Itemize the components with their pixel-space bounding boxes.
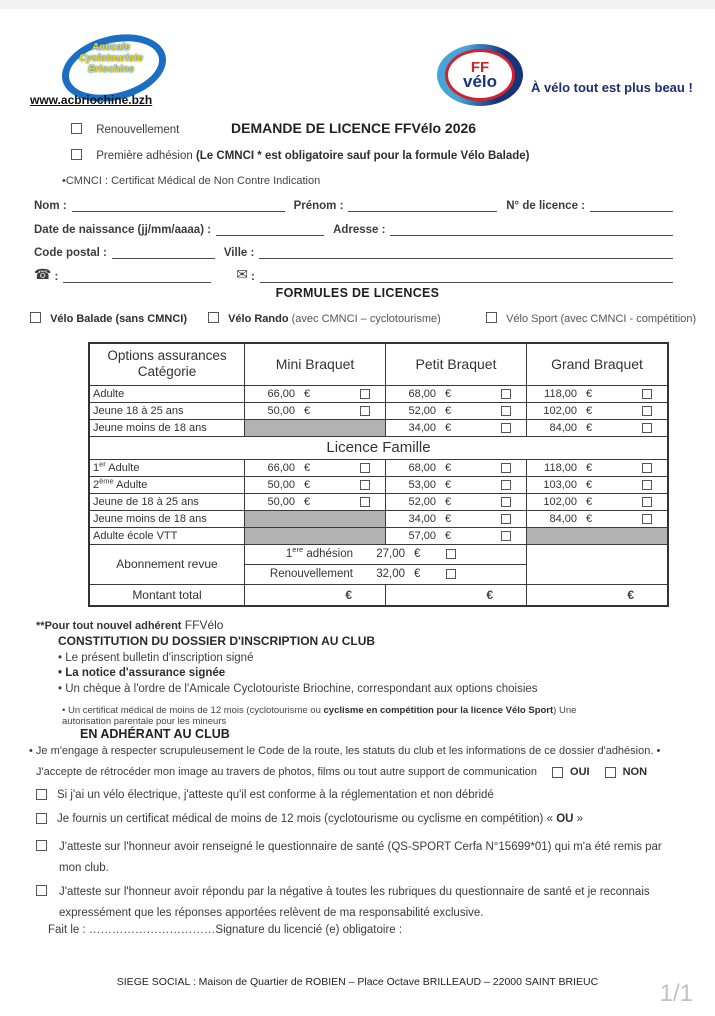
header-mini-braquet: Mini Braquet — [245, 343, 386, 385]
euro-sign: € — [345, 587, 352, 602]
price-value: 118,00 — [544, 387, 577, 400]
row-label: Jeune 18 à 25 ans — [89, 402, 245, 419]
phone-field[interactable] — [63, 269, 211, 283]
unavailable-cell — [527, 527, 669, 544]
adresse-label: Adresse : — [333, 224, 386, 236]
euro-sign: € — [586, 387, 593, 400]
row-label: Adulte — [89, 385, 245, 402]
euro-sign: € — [414, 568, 421, 580]
header-options-assurances: Options assurances — [107, 348, 227, 364]
engagement-code-route: • Je m'engage à respecter scrupuleusement le Code de la route, les statuts du club et les informations de ce dossier d'adhésion. • — [29, 745, 661, 757]
euro-sign: € — [445, 421, 452, 434]
ffvelo-logo-inner — [445, 49, 515, 101]
price-checkbox[interactable] — [501, 423, 511, 433]
abonnement-row — [89, 544, 668, 564]
row-label: Jeune moins de 18 ans — [89, 419, 245, 436]
ffvelo-logo-velo: vélo — [462, 72, 498, 91]
nom-field[interactable] — [72, 198, 285, 212]
formule-velo-sport — [486, 312, 696, 325]
unavailable-cell — [245, 527, 386, 544]
phone-icon: ☎ — [34, 266, 52, 282]
table-row — [89, 459, 668, 476]
certificat-medical-text: Je fournis un certificat médical de moins de 12 mois (cyclotourisme ou cyclisme en compétition) « OU » — [57, 813, 584, 825]
row-label: Jeune moins de 18 ans — [89, 510, 245, 527]
table-row — [89, 419, 668, 436]
euro-sign: € — [304, 495, 311, 508]
ville-field[interactable] — [259, 245, 673, 259]
premiere-adhesion-note: (Le CMNCI * est obligatoire sauf pour la formule Vélo Balade) — [195, 150, 530, 162]
price-value: 34,00 — [408, 421, 436, 434]
email-icon: ✉ — [236, 266, 249, 282]
postal-city-row — [34, 245, 673, 259]
euro-sign: € — [304, 478, 311, 491]
atteste-negative-text: J'atteste sur l'honneur avoir répondu par la négative à toutes les rubriques du questionnaire de santé et je reconnais expressément que les réponses apportées relèvent de ma responsabilité exclusive. — [59, 886, 650, 919]
price-cell — [245, 476, 386, 493]
price-checkbox[interactable] — [501, 406, 511, 416]
price-cell — [527, 385, 669, 402]
prenom-field[interactable] — [348, 198, 497, 212]
euro-sign: € — [304, 387, 311, 400]
euro-sign: € — [414, 548, 421, 560]
premiere-adhesion-checkbox[interactable] — [71, 149, 82, 160]
price-value: 84,00 — [549, 421, 577, 434]
birth-address-row — [34, 222, 673, 236]
price-value: 102,00 — [543, 495, 577, 508]
price-checkbox[interactable] — [501, 389, 511, 399]
price-value: 52,00 — [408, 404, 436, 417]
nouvel-adherent-note — [36, 618, 223, 632]
email-field[interactable] — [260, 269, 673, 283]
price-cell — [527, 476, 669, 493]
cmnci-definition-text: CMNCI : Certificat Médical de Non Contre Indication — [65, 175, 321, 187]
email-colon: : — [251, 271, 255, 283]
constitution-title: CONSTITUTION DU DOSSIER D'INSCRIPTION AU CLUB — [58, 634, 376, 648]
certificat-bold: cyclisme en compétition pour la licence Vélo Sport — [323, 705, 554, 716]
price-checkbox[interactable] — [642, 406, 652, 416]
euro-sign: € — [445, 387, 452, 400]
price-value: 34,00 — [408, 512, 436, 525]
table-row — [89, 527, 668, 544]
euro-sign: € — [586, 461, 593, 474]
total-grand-cell[interactable] — [527, 584, 669, 606]
prenom-label: Prénom : — [293, 200, 344, 212]
header-petit-braquet: Petit Braquet — [386, 343, 527, 385]
ffvelo-slogan: À vélo tout est plus beau ! — [531, 80, 693, 95]
premiere-adhesion-label: Première adhésion — [96, 150, 196, 162]
bullet-icon: • — [62, 705, 66, 716]
euro-sign: € — [586, 512, 593, 525]
atteste-questionnaire-checkbox[interactable] — [36, 840, 47, 851]
euro-sign: € — [445, 512, 452, 525]
price-cell — [386, 459, 527, 476]
velo-electrique-checkbox[interactable] — [36, 789, 47, 800]
club-logo-line1: Amicale — [91, 42, 131, 53]
oui-checkbox[interactable] — [552, 767, 563, 778]
velo-electrique-text: Si j'ai un vélo électrique, j'atteste qu'il est conforme à la réglementation et non débridé — [57, 789, 494, 801]
renouvellement-row — [71, 123, 179, 136]
renouvellement-checkbox[interactable] — [71, 123, 82, 134]
table-row — [89, 493, 668, 510]
euro-sign: € — [586, 404, 593, 417]
price-cell — [245, 493, 386, 510]
signature-label: Signature du licencié (e) obligatoire : — [215, 924, 403, 936]
non-checkbox[interactable] — [605, 767, 616, 778]
header-categorie — [89, 343, 245, 385]
ville-label: Ville : — [223, 247, 255, 259]
ffvelo-logo-ff: FF — [470, 59, 490, 76]
price-checkbox[interactable] — [446, 549, 456, 559]
name-row — [34, 198, 673, 212]
price-value: 32,00 — [376, 568, 405, 580]
price-cell — [386, 527, 527, 544]
header-grand-braquet: Grand Braquet — [527, 343, 669, 385]
price-value: 50,00 — [267, 478, 295, 491]
price-checkbox[interactable] — [360, 406, 370, 416]
price-cell — [386, 493, 527, 510]
euro-sign: € — [486, 587, 493, 602]
abonnement-renouvellement-cell — [245, 564, 527, 584]
dossier-item-bulletin: • Le présent bulletin d'inscription signé — [58, 652, 254, 664]
club-logo-text — [69, 42, 153, 75]
euro-sign: € — [445, 529, 452, 542]
total-row — [89, 584, 668, 606]
price-checkbox[interactable] — [642, 463, 652, 473]
price-checkbox[interactable] — [642, 497, 652, 507]
euro-sign: € — [445, 461, 452, 474]
bullet-icon: • — [62, 175, 66, 187]
euro-sign: € — [304, 461, 311, 474]
price-value: 84,00 — [549, 512, 577, 525]
table-row — [89, 510, 668, 527]
naissance-label: Date de naissance (jj/mm/aaaa) : — [34, 224, 212, 236]
premiere-adhesion-row — [71, 149, 530, 162]
signature-row — [48, 924, 402, 936]
price-value: 50,00 — [267, 404, 295, 417]
total-petit-cell[interactable] — [386, 584, 527, 606]
euro-sign: € — [627, 587, 634, 602]
siege-social-footer: SIEGE SOCIAL : Maison de Quartier de ROBIEN – Place Octave BRILLEAUD – 22000 SAINT BRIEUC — [116, 976, 599, 988]
price-checkbox[interactable] — [501, 514, 511, 524]
price-value: 68,00 — [408, 387, 436, 400]
image-rights-row — [36, 766, 647, 778]
page-title: DEMANDE DE LICENCE FFVélo 2026 — [231, 120, 477, 136]
ffvelo-logo — [437, 44, 523, 106]
euro-sign: € — [586, 495, 593, 508]
certificat-medical-checkbox[interactable] — [36, 813, 47, 824]
table-header-row — [89, 343, 668, 385]
euro-sign: € — [586, 478, 593, 491]
atteste-negative-checkbox[interactable] — [36, 885, 47, 896]
club-logo-line2: Cyclotouriste — [79, 53, 143, 64]
formule-velo-balade — [30, 312, 187, 325]
price-cell — [386, 402, 527, 419]
club-logo-line3: Briochine — [87, 64, 135, 75]
price-value: 52,00 — [408, 495, 436, 508]
bullet-icon: • — [58, 667, 63, 679]
price-cell — [527, 402, 669, 419]
table-row — [89, 402, 668, 419]
famille-title: Licence Famille — [89, 436, 668, 459]
velo-electrique-row — [36, 789, 494, 801]
code-postal-label: Code postal : — [34, 247, 107, 259]
price-checkbox[interactable] — [360, 497, 370, 507]
bullet-icon: • — [58, 683, 63, 695]
velo-balade-checkbox[interactable] — [30, 312, 41, 323]
unavailable-cell — [245, 510, 386, 527]
price-cell — [245, 402, 386, 419]
dossier-item-notice: • La notice d'assurance signée — [58, 667, 226, 679]
licence-label: N° de licence : — [506, 200, 585, 212]
non-label: NON — [622, 766, 648, 778]
total-label: Montant total — [89, 584, 245, 606]
price-value: 68,00 — [408, 461, 436, 474]
price-value: 118,00 — [544, 461, 577, 474]
certificat-medical-row — [36, 813, 583, 825]
header-categorie-text: Catégorie — [137, 364, 197, 380]
price-checkbox[interactable] — [360, 480, 370, 490]
table-row — [89, 476, 668, 493]
club-website-link[interactable]: www.acbriochine.bzh — [30, 93, 153, 107]
en-adherant-title: EN ADHÉRANT AU CLUB — [80, 727, 230, 741]
dossier-item-cheque: • Un chèque à l'ordre de l'Amicale Cyclotouriste Briochine, correspondant aux options choisies — [58, 683, 538, 695]
empty-cell — [527, 544, 669, 584]
euro-sign: € — [586, 421, 593, 434]
table-row — [89, 385, 668, 402]
fait-le-field[interactable]: Fait le : …………………………… — [48, 924, 216, 936]
velo-sport-label: Vélo Sport (avec CMNCI - compétition) — [506, 313, 697, 325]
oui-label: OUI — [570, 766, 590, 778]
velo-sport-checkbox[interactable] — [486, 312, 497, 323]
famille-title-row — [89, 436, 668, 459]
pricing-table — [88, 342, 669, 607]
bullet-icon: • — [58, 652, 63, 664]
unavailable-cell — [245, 419, 386, 436]
velo-rando-note: (avec CMNCI – cyclotourisme) — [291, 313, 441, 325]
price-cell — [527, 510, 669, 527]
nouvel-adherent-bold: Pour tout nouvel adhérent — [44, 620, 182, 632]
row-label: 2ème Adulte — [89, 476, 245, 493]
image-rights-text: J'accepte de rétrocéder mon image au travers de photos, films ou tout autre support de communication — [36, 766, 538, 778]
price-cell — [386, 510, 527, 527]
abonnement-option-label: Renouvellement — [269, 568, 353, 580]
total-mini-cell[interactable] — [245, 584, 386, 606]
row-label: 1er Adulte — [89, 459, 245, 476]
euro-sign: € — [445, 404, 452, 417]
price-checkbox[interactable] — [360, 463, 370, 473]
cmnci-definition — [62, 175, 320, 187]
price-value: 27,00 — [376, 548, 405, 560]
price-value: 50,00 — [267, 495, 295, 508]
renouvellement-label: Renouvellement — [96, 124, 180, 136]
price-checkbox[interactable] — [501, 480, 511, 490]
nom-label: Nom : — [34, 200, 67, 212]
price-value: 103,00 — [543, 478, 577, 491]
price-cell — [386, 476, 527, 493]
dossier-item-certificat: • Un certificat médical de moins de 12 mois (cyclotourisme ou cyclisme en compétition pour la licence Vélo Sport) Une autorisation parentale pour les mineurs — [62, 705, 577, 727]
contact-row — [34, 266, 673, 283]
price-value: 102,00 — [543, 404, 577, 417]
price-value: 57,00 — [408, 529, 436, 542]
phone-colon: : — [54, 271, 59, 283]
price-checkbox[interactable] — [501, 531, 511, 541]
row-label: Adulte école VTT — [89, 527, 245, 544]
asterisks: ** — [36, 620, 45, 632]
price-cell — [386, 419, 527, 436]
naissance-field[interactable] — [216, 222, 324, 236]
abonnement-option-label: 1ere adhésion — [285, 545, 353, 560]
price-checkbox[interactable] — [501, 497, 511, 507]
top-strip — [0, 0, 715, 9]
price-checkbox[interactable] — [642, 480, 652, 490]
formule-velo-rando — [208, 312, 441, 325]
price-cell — [386, 385, 527, 402]
price-checkbox[interactable] — [446, 569, 456, 579]
euro-sign: € — [445, 495, 452, 508]
atteste-negative-row — [36, 882, 691, 924]
price-checkbox[interactable] — [501, 463, 511, 473]
price-cell — [527, 419, 669, 436]
club-logo — [55, 34, 165, 96]
velo-balade-label: Vélo Balade (sans CMNCI) — [50, 313, 187, 325]
price-checkbox[interactable] — [642, 514, 652, 524]
row-label: Jeune de 18 à 25 ans — [89, 493, 245, 510]
page-indicator: 1/1 — [659, 980, 693, 1007]
price-value: 66,00 — [267, 461, 295, 474]
price-cell — [245, 385, 386, 402]
price-value: 53,00 — [408, 478, 436, 491]
velo-rando-checkbox[interactable] — [208, 312, 219, 323]
price-value: 66,00 — [267, 387, 295, 400]
licence-field[interactable] — [590, 198, 673, 212]
nouvel-adherent-ffvelo: FFVélo — [181, 618, 224, 632]
atteste-questionnaire-row — [36, 837, 691, 879]
code-postal-field[interactable] — [112, 245, 215, 259]
adresse-field[interactable] — [390, 222, 673, 236]
price-checkbox[interactable] — [642, 389, 652, 399]
atteste-questionnaire-text: J'atteste sur l'honneur avoir renseigné le questionnaire de santé (QS-SPORT Cerfa N°15699*01) qui m'a été remis par mon club. — [59, 841, 662, 874]
abonnement-adhesion-cell — [245, 544, 527, 564]
price-cell — [527, 493, 669, 510]
abonnement-label: Abonnement revue — [89, 544, 245, 584]
price-cell — [527, 459, 669, 476]
euro-sign: € — [445, 478, 452, 491]
formules-title: FORMULES DE LICENCES — [275, 286, 440, 300]
price-cell — [245, 459, 386, 476]
price-checkbox[interactable] — [642, 423, 652, 433]
euro-sign: € — [304, 404, 311, 417]
price-checkbox[interactable] — [360, 389, 370, 399]
velo-rando-label: Vélo Rando — [228, 313, 292, 325]
